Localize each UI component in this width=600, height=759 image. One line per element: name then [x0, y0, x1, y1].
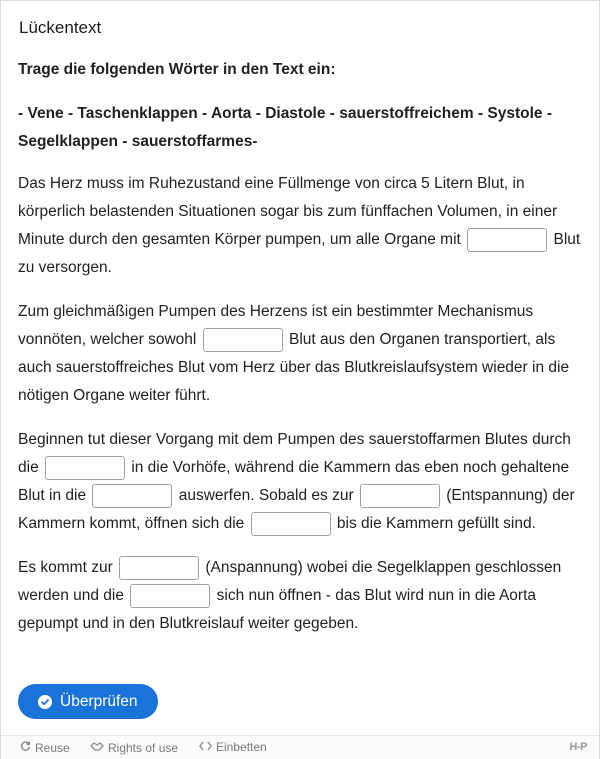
h5p-footer [1, 735, 599, 759]
handshake-icon [90, 740, 104, 755]
paragraph-text: Zum gleichmäßigen Pumpen des Herzens ist ein bestimmter Mechanismus vonnöten, welcher sowohl [18, 303, 534, 348]
check-answers-label: Überprüfen [60, 692, 138, 710]
paragraph-1 [18, 170, 584, 282]
rights-of-use-link[interactable] [90, 740, 178, 755]
blank-input-3[interactable] [45, 456, 125, 480]
paragraph-text: Beginnen tut dieser Vorgang mit dem Pumpen des sauerstoffarmen Blutes durch die [18, 431, 571, 476]
paragraph-text: Es kommt zur [18, 559, 113, 576]
rights-of-use-label: Rights of use [108, 740, 179, 755]
blank-input-1[interactable] [467, 228, 547, 252]
blank-input-6[interactable] [251, 512, 331, 536]
code-icon [199, 740, 212, 754]
paragraph-text: (Anspannung) wobei die Segelklappen geschlossen werden und die [18, 559, 562, 604]
blank-input-7[interactable] [119, 556, 199, 580]
check-circle-icon [38, 695, 52, 709]
paragraph-text: bis die Kammern gefüllt sind. [336, 515, 536, 532]
paragraph-text: auswerfen. Sobald es zur [178, 487, 354, 504]
paragraph-text: Blut aus den Organen transportiert, als auch sauerstoffreiches Blut vom Herz über das Blutkreislaufsystem wieder in die nötigen Organe weiter führt. [18, 331, 570, 404]
instruction-text: Trage die folgenden Wörter in den Text ein: [18, 61, 336, 78]
h5p-logo[interactable]: H-P [569, 741, 587, 753]
blank-input-2[interactable] [203, 328, 283, 352]
embed-label: Einbetten [216, 740, 267, 754]
paragraph-text: in die Vorhöfe, während die Kammern das eben noch gehaltene Blut in die [18, 459, 570, 504]
reuse-link[interactable] [19, 740, 70, 755]
reuse-label: Reuse [35, 740, 70, 755]
blank-input-8[interactable] [130, 584, 210, 608]
paragraph-text: (Entspannung) der Kammern kommt, öffnen sich die [18, 487, 575, 532]
check-answers-button[interactable] [18, 684, 158, 719]
task-content [18, 56, 584, 654]
paragraph-4 [18, 554, 584, 638]
page-title: Lückentext [19, 18, 102, 37]
blank-input-5[interactable] [360, 484, 440, 508]
embed-link[interactable] [199, 740, 267, 754]
paragraph-text: sich nun öffnen - das Blut wird nun in die Aorta gepumpt und in den Blutkreislauf weiter gegeben. [18, 587, 537, 632]
blank-input-4[interactable] [92, 484, 172, 508]
reuse-icon [19, 740, 31, 755]
paragraph-3 [18, 426, 584, 538]
paragraph-text: Das Herz muss im Ruhezustand eine Füllmenge von circa 5 Litern Blut, in körperlich belastenden Situationen sogar bis zum fünffachen Volumen, in einer Minute durch den gesamten Körper pumpen, um alle Organe mit [18, 175, 558, 248]
word-list: - Vene - Taschenklappen - Aorta - Diastole - sauerstoffreichem - Systole - Segelklappen - sauerstoffarmes- [18, 105, 553, 150]
paragraph-2 [18, 298, 584, 410]
paragraph-text: Blut zu versorgen. [18, 231, 581, 276]
